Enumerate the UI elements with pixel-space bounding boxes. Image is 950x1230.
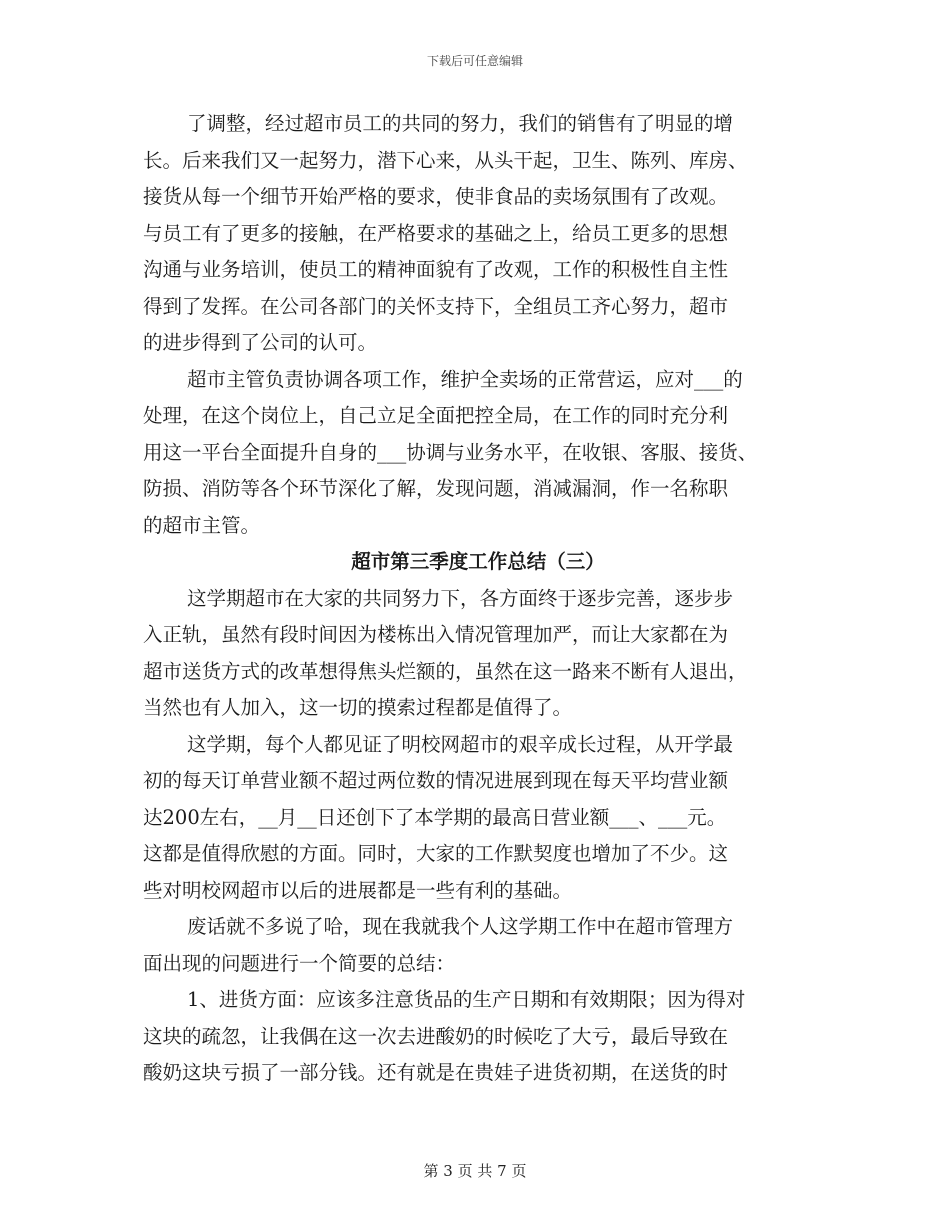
text-line: 达200左右，__月__日还创下了本学期的最高日营业额___、___元。 xyxy=(143,805,727,829)
text-line: 用这一平台全面提升自身的___协调与业务水平，在收银、客服、接货、 xyxy=(143,440,758,464)
text-line: 废话就不多说了哈，现在我就我个人这学期工作中在超市管理方 xyxy=(187,915,734,938)
text-line: 入正轨，虽然有段时间因为楼栋出入情况管理加严，而让大家都在为 xyxy=(143,623,729,646)
text-line: 长。后来我们又一起努力，潜下心来，从头干起，卫生、陈列、库房、 xyxy=(143,148,748,172)
text-line: 这都是值得欣慰的方面。同时，大家的工作默契度也增加了不少。这 xyxy=(143,842,729,865)
section-top xyxy=(143,106,813,544)
text-line: 这学期超市在大家的共同努力下，各方面终于逐步完善，逐步步 xyxy=(187,586,734,610)
text-line: 的进步得到了公司的认可。 xyxy=(143,331,378,354)
text-line: 些对明校网超市以后的进展都是一些有利的基础。 xyxy=(143,878,573,902)
text-line: 处理，在这个岗位上，自己立足全面把控全局，在工作的同时充分利 xyxy=(143,404,729,427)
document-body xyxy=(143,106,813,1092)
page-header: 下载后可任意编辑 xyxy=(426,54,523,68)
section-bottom xyxy=(143,581,813,1092)
text-line: 接货从每一个细节开始严格的要求，使非食品的卖场氛围有了改观。 xyxy=(143,185,729,208)
text-line: 得到了发挥。在公司各部门的关怀支持下，全组员工齐心努力，超市 xyxy=(143,294,729,318)
text-line: 了调整，经过超市员工的共同的努力，我们的销售有了明显的增 xyxy=(187,112,734,135)
text-line: 初的每天订单营业额不超过两位数的情况进展到现在每天平均营业额 xyxy=(143,769,729,792)
text-line: 1、进货方面：应该多注意货品的生产日期和有效期限；因为得对 xyxy=(187,988,746,1011)
page-footer: 第 3 页 共 7 页 xyxy=(423,1162,527,1180)
text-line: 酸奶这块亏损了一部分钱。还有就是在贵娃子进货初期，在送货的时 xyxy=(143,1061,729,1084)
text-line: 与员工有了更多的接触，在严格要求的基础之上，给员工更多的思想 xyxy=(143,221,729,245)
text-line: 的超市主管。 xyxy=(143,513,261,537)
text-line: 超市主管负责协调各项工作，维护全卖场的正常营运，应对___的 xyxy=(187,367,743,391)
section-title: 超市第三季度工作总结（三） xyxy=(351,550,605,573)
text-line: 这块的疏忽，让我偶在这一次去进酸奶的时候吃了大亏，最后导致在 xyxy=(143,1024,729,1048)
text-line: 超市送货方式的改革想得焦头烂额的，虽然在这一路来不断有人退出， xyxy=(143,659,748,683)
text-line: 当然也有人加入，这一切的摸索过程都是值得了。 xyxy=(143,696,573,719)
text-line: 沟通与业务培训，使员工的精神面貌有了改观，工作的积极性自主性 xyxy=(143,258,729,281)
text-line: 这学期，每个人都见证了明校网超市的艰辛成长过程，从开学最 xyxy=(187,732,734,756)
text-line: 防损、消防等各个环节深化了解，发现问题，消减漏洞，作一名称职 xyxy=(143,477,729,500)
text-line: 面出现的问题进行一个简要的总结： xyxy=(143,951,456,975)
